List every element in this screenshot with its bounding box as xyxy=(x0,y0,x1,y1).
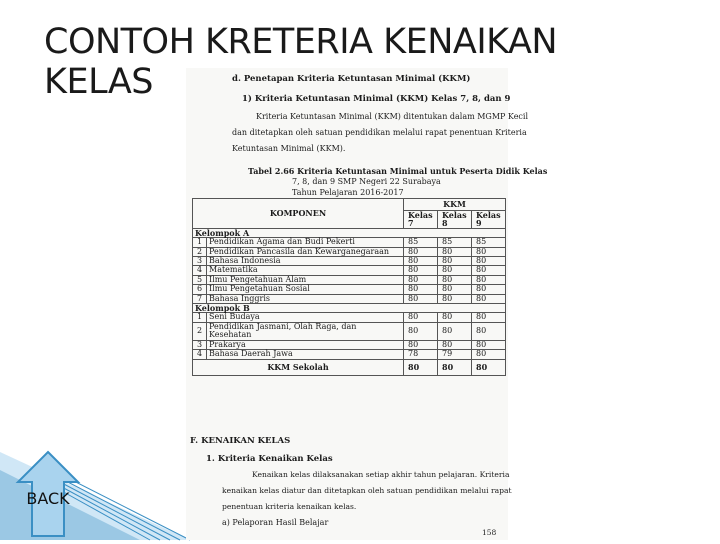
row-number: 5 xyxy=(193,275,207,284)
row-k8: 80 xyxy=(438,340,472,349)
row-subject: Bahasa Inggris xyxy=(207,294,404,303)
row-k8: 80 xyxy=(438,266,472,275)
row-k7: 80 xyxy=(404,275,438,284)
row-k9: 80 xyxy=(472,266,506,275)
paragraph-line: penentuan kriteria kenaikan kelas. xyxy=(222,502,357,511)
footer-k9: 80 xyxy=(472,359,506,375)
table-row xyxy=(193,266,506,275)
slide-title: CONTOH KRETERIA KENAIKAN KELAS xyxy=(44,22,558,102)
row-number: 4 xyxy=(193,266,207,275)
row-k9: 80 xyxy=(472,275,506,284)
row-number: 2 xyxy=(193,247,207,256)
row-number: 4 xyxy=(193,350,207,359)
paragraph-line: Kriteria Ketuntasan Minimal (KKM) ditentukan dalam MGMP Kecil xyxy=(256,112,529,121)
row-number: 1 xyxy=(193,313,207,322)
row-k7: 80 xyxy=(404,294,438,303)
paragraph-line: Kenaikan kelas dilaksanakan setiap akhir tahun pelajaran. Kriteria xyxy=(252,470,510,479)
scanned-document xyxy=(186,68,548,540)
row-k9: 80 xyxy=(472,285,506,294)
row-k7: 80 xyxy=(404,257,438,266)
row-k7: 80 xyxy=(404,322,438,340)
row-number: 3 xyxy=(193,340,207,349)
table-row xyxy=(193,285,506,294)
row-subject: Seni Budaya xyxy=(207,313,404,322)
header-komponen: KOMPONEN xyxy=(193,199,404,229)
row-subject: Bahasa Daerah Jawa xyxy=(207,350,404,359)
row-subject: Pendidikan Jasmani, Olah Raga, dan Kesehatan xyxy=(207,322,404,340)
group-header: Kelompok B xyxy=(193,304,506,313)
section-f-heading: F. KENAIKAN KELAS xyxy=(190,436,291,446)
row-k7: 80 xyxy=(404,313,438,322)
header-kelas-7: Kelas 7 xyxy=(404,211,438,229)
header-kelas-8: Kelas 8 xyxy=(438,211,472,229)
table-row xyxy=(193,238,506,247)
sub-f-heading: 1. Kriteria Kenaikan Kelas xyxy=(206,454,333,464)
row-k8: 80 xyxy=(438,285,472,294)
row-k7: 85 xyxy=(404,238,438,247)
footer-label: KKM Sekolah xyxy=(193,359,404,375)
table-row xyxy=(193,313,506,322)
row-k8: 80 xyxy=(438,275,472,284)
row-subject: Matematika xyxy=(207,266,404,275)
row-k9: 80 xyxy=(472,294,506,303)
table-caption-line: Tahun Pelajaran 2016-2017 xyxy=(292,188,404,197)
row-k7: 80 xyxy=(404,266,438,275)
row-k8: 85 xyxy=(438,238,472,247)
row-k7: 80 xyxy=(404,340,438,349)
section-heading: d. Penetapan Kriteria Ketuntasan Minimal (KKM) xyxy=(232,74,471,84)
back-button[interactable] xyxy=(14,450,82,538)
row-subject: Ilmu Pengetahuan Sosial xyxy=(207,285,404,294)
row-k9: 80 xyxy=(472,322,506,340)
row-k9: 80 xyxy=(472,257,506,266)
row-number: 3 xyxy=(193,257,207,266)
row-k9: 80 xyxy=(472,350,506,359)
row-k8: 80 xyxy=(438,257,472,266)
table-row xyxy=(193,322,506,340)
page-number: 158 xyxy=(482,528,497,537)
group-header: Kelompok A xyxy=(193,228,506,237)
row-k9: 80 xyxy=(472,340,506,349)
back-button-label: BACK xyxy=(26,488,70,508)
header-kelas-9: Kelas 9 xyxy=(472,211,506,229)
footer-k8: 80 xyxy=(438,359,472,375)
item-a: a) Pelaporan Hasil Belajar xyxy=(222,518,329,527)
row-k8: 80 xyxy=(438,313,472,322)
row-k7: 80 xyxy=(404,247,438,256)
paragraph-line: Ketuntasan Minimal (KKM). xyxy=(232,144,346,153)
row-number: 7 xyxy=(193,294,207,303)
row-k9: 80 xyxy=(472,247,506,256)
table-row xyxy=(193,350,506,359)
table-caption: Tabel 2.66 Kriteria Ketuntasan Minimal untuk Peserta Didik Kelas xyxy=(248,166,548,176)
sub-heading: 1) Kriteria Ketuntasan Minimal (KKM) Kelas 7, 8, dan 9 xyxy=(242,94,511,104)
row-subject: Prakarya xyxy=(207,340,404,349)
row-subject: Pendidikan Pancasila dan Kewarganegaraan xyxy=(207,247,404,256)
row-subject: Pendidikan Agama dan Budi Pekerti xyxy=(207,238,404,247)
row-subject: Ilmu Pengetahuan Alam xyxy=(207,275,404,284)
row-k9: 80 xyxy=(472,313,506,322)
row-number: 2 xyxy=(193,322,207,340)
table-caption-line: 7, 8, dan 9 SMP Negeri 22 Surabaya xyxy=(292,177,441,186)
row-k8: 80 xyxy=(438,247,472,256)
footer-k7: 80 xyxy=(404,359,438,375)
table-footer-row xyxy=(193,359,506,375)
row-k7: 78 xyxy=(404,350,438,359)
paragraph-line: dan ditetapkan oleh satuan pendidikan melalui rapat penentuan Kriteria xyxy=(232,128,527,137)
row-k7: 80 xyxy=(404,285,438,294)
row-number: 1 xyxy=(193,238,207,247)
row-number: 6 xyxy=(193,285,207,294)
row-k9: 85 xyxy=(472,238,506,247)
kkm-table xyxy=(192,198,506,376)
row-k8: 79 xyxy=(438,350,472,359)
row-k8: 80 xyxy=(438,322,472,340)
header-kkm: KKM xyxy=(404,199,506,211)
row-k8: 80 xyxy=(438,294,472,303)
row-subject: Bahasa Indonesia xyxy=(207,257,404,266)
paragraph-line: kenaikan kelas diatur dan ditetapkan oleh satuan pendidikan melalui rapat xyxy=(222,486,512,495)
